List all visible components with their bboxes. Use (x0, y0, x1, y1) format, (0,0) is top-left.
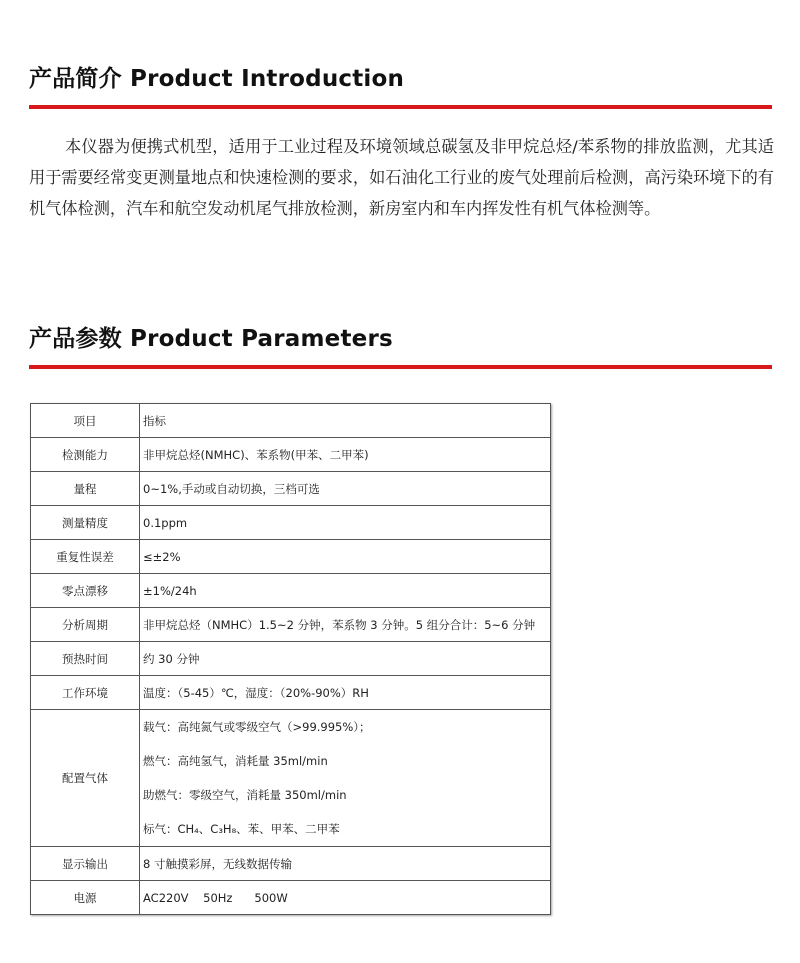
row-item: 重复性误差 (31, 540, 140, 574)
row-item: 电源 (31, 881, 140, 915)
row-item: 测量精度 (31, 506, 140, 540)
row-spec: 温度：（5-45）℃，湿度：（20%-90%）RH (140, 676, 551, 710)
row-item: 显示输出 (31, 847, 140, 881)
table-row (31, 472, 551, 506)
row-item: 分析周期 (31, 608, 140, 642)
table-row (31, 881, 551, 915)
row-item: 配置气体 (31, 710, 140, 847)
intro-title-underline (29, 105, 772, 109)
table-row (31, 540, 551, 574)
table-row-gas-config (31, 710, 551, 847)
row-spec: 非甲烷总烃（NMHC）1.5~2 分钟，苯系物 3 分钟。5 组分合计：5~6 分钟 (140, 608, 551, 642)
table-row (31, 506, 551, 540)
header-spec: 指标 (140, 404, 551, 438)
gas-config-spec (140, 710, 551, 847)
header-item: 项目 (31, 404, 140, 438)
params-section-title: 产品参数 Product Parameters (29, 326, 393, 352)
table-row (31, 642, 551, 676)
table-row (31, 676, 551, 710)
row-spec: 约 30 分钟 (140, 642, 551, 676)
gas-standard-line: 标气：CH₄、C₃H₈、苯、甲苯、二甲苯 (143, 822, 340, 836)
gas-carrier-line: 载气：高纯氮气或零级空气（>99.995%）； (143, 720, 371, 734)
table-row (31, 608, 551, 642)
row-item: 工作环境 (31, 676, 140, 710)
table-row (31, 847, 551, 881)
row-spec: ±1%/24h (140, 574, 551, 608)
params-title-underline (29, 365, 772, 369)
row-spec: 8 寸触摸彩屏，无线数据传输 (140, 847, 551, 881)
table-row (31, 438, 551, 472)
table-header-row (31, 404, 551, 438)
row-item: 预热时间 (31, 642, 140, 676)
row-item: 量程 (31, 472, 140, 506)
parameters-table (30, 403, 551, 915)
intro-section-title: 产品简介 Product Introduction (29, 66, 405, 92)
gas-combustion-aid-line: 助燃气：零级空气，消耗量 350ml/min (143, 788, 347, 802)
row-item: 检测能力 (31, 438, 140, 472)
row-spec: 非甲烷总烃(NMHC)、苯系物(甲苯、二甲苯) (140, 438, 551, 472)
row-spec: AC220V 50Hz 500W (140, 881, 551, 915)
row-spec: 0~1%,手动或自动切换，三档可选 (140, 472, 551, 506)
gas-fuel-line: 燃气：高纯氢气，消耗量 35ml/min (143, 754, 328, 768)
table-row (31, 574, 551, 608)
intro-paragraph: 本仪器为便携式机型，适用于工业过程及环境领域总碳氢及非甲烷总烃/苯系物的排放监测，尤其适用于需要经常变更测量地点和快速检测的要求，如石油化工行业的废气处理前后检测，高污染环境下的有机气体检测，汽车和航空发动机尾气排放检测，新房室内和车内挥发性有机气体检测等。 (29, 137, 774, 218)
row-spec: ≤±2% (140, 540, 551, 574)
row-spec: 0.1ppm (140, 506, 551, 540)
row-item: 零点漂移 (31, 574, 140, 608)
